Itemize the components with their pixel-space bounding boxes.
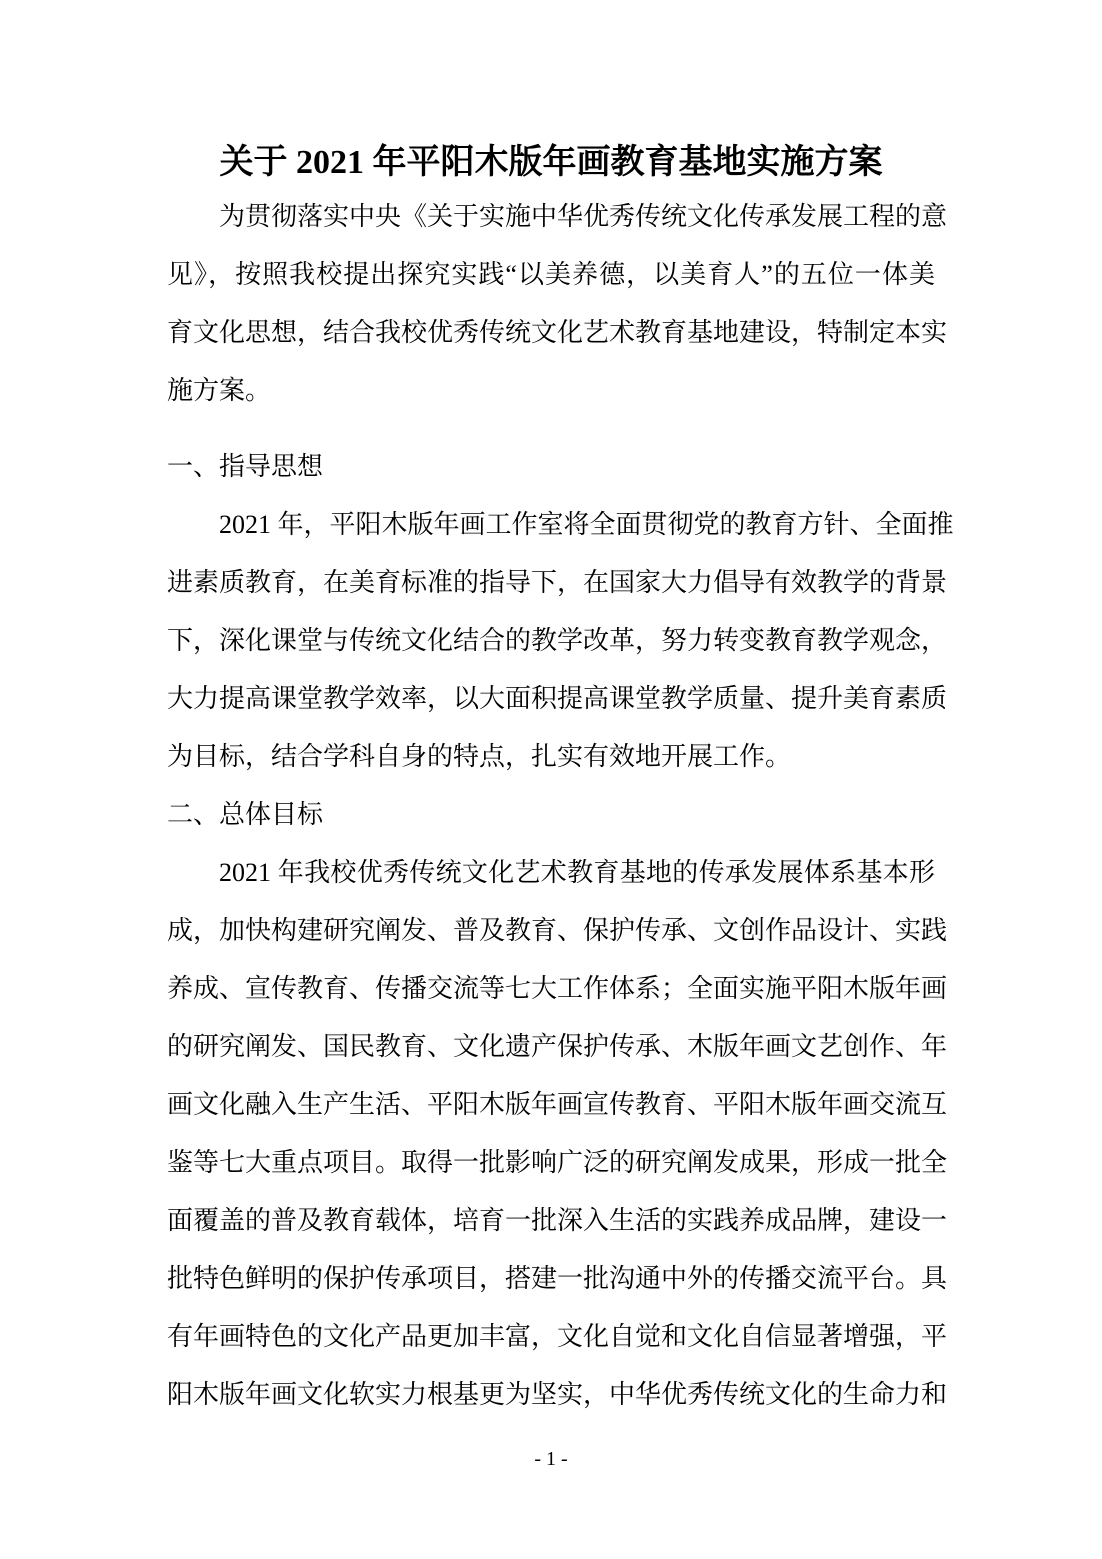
body-line: 为目标，结合学科自身的特点，扎实有效地开展工作。 [167,742,792,771]
body-line: 成，加快构建研究阐发、普及教育、保护传承、文创作品设计、实践 [167,916,948,945]
document-body [167,0,954,1424]
section-heading-1: 一、指导思想 [167,452,324,481]
body-line: 的研究阐发、国民教育、文化遗产保护传承、木版年画文艺创作、年 [167,1032,948,1061]
body-line: 进素质教育，在美育标准的指导下，在国家大力倡导有效教学的背景 [167,568,948,597]
body-line: 施方案。 [167,376,272,405]
body-line: 2021 年我校优秀传统文化艺术教育基地的传承发展体系基本形 [219,858,935,887]
body-line: 为贯彻落实中央《关于实施中华优秀传统文化传承发展工程的意 [219,202,948,231]
body-line: 批特色鲜明的保护传承项目，搭建一批沟通中外的传播交流平台。具 [167,1264,948,1293]
body-line: 画文化融入生产生活、平阳木版年画宣传教育、平阳木版年画交流互 [167,1090,948,1119]
body-line: 鉴等七大重点项目。取得一批影响广泛的研究阐发成果，形成一批全 [167,1148,948,1177]
body-line: 有年画特色的文化产品更加丰富，文化自觉和文化自信显著增强，平 [167,1322,948,1351]
body-line: 2021 年，平阳木版年画工作室将全面贯彻党的教育方针、全面推 [219,510,954,539]
body-line: 见》，按照我校提出探究实践“以美养德，以美育人”的五位一体美 [167,260,935,289]
body-line: 下，深化课堂与传统文化结合的教学改革，努力转变教育教学观念， [167,626,948,655]
document-title: 关于 2021 年平阳木版年画教育基地实施方案 [219,144,883,181]
body-line: 养成、宣传教育、传播交流等七大工作体系；全面实施平阳木版年画 [167,974,948,1003]
body-line: 面覆盖的普及教育载体，培育一批深入生活的实践养成品牌，建设一 [167,1206,948,1235]
body-line: 大力提高课堂教学效率，以大面积提高课堂教学质量、提升美育素质 [167,684,948,713]
page-number: - 1 - [534,1448,568,1470]
body-line: 育文化思想，结合我校优秀传统文化艺术教育基地建设，特制定本实 [167,318,948,347]
body-line: 阳木版年画文化软实力根基更为坚实，中华优秀传统文化的生命力和 [167,1380,948,1409]
page-footer [0,1444,1102,1474]
section-heading-2: 二、总体目标 [167,800,324,829]
